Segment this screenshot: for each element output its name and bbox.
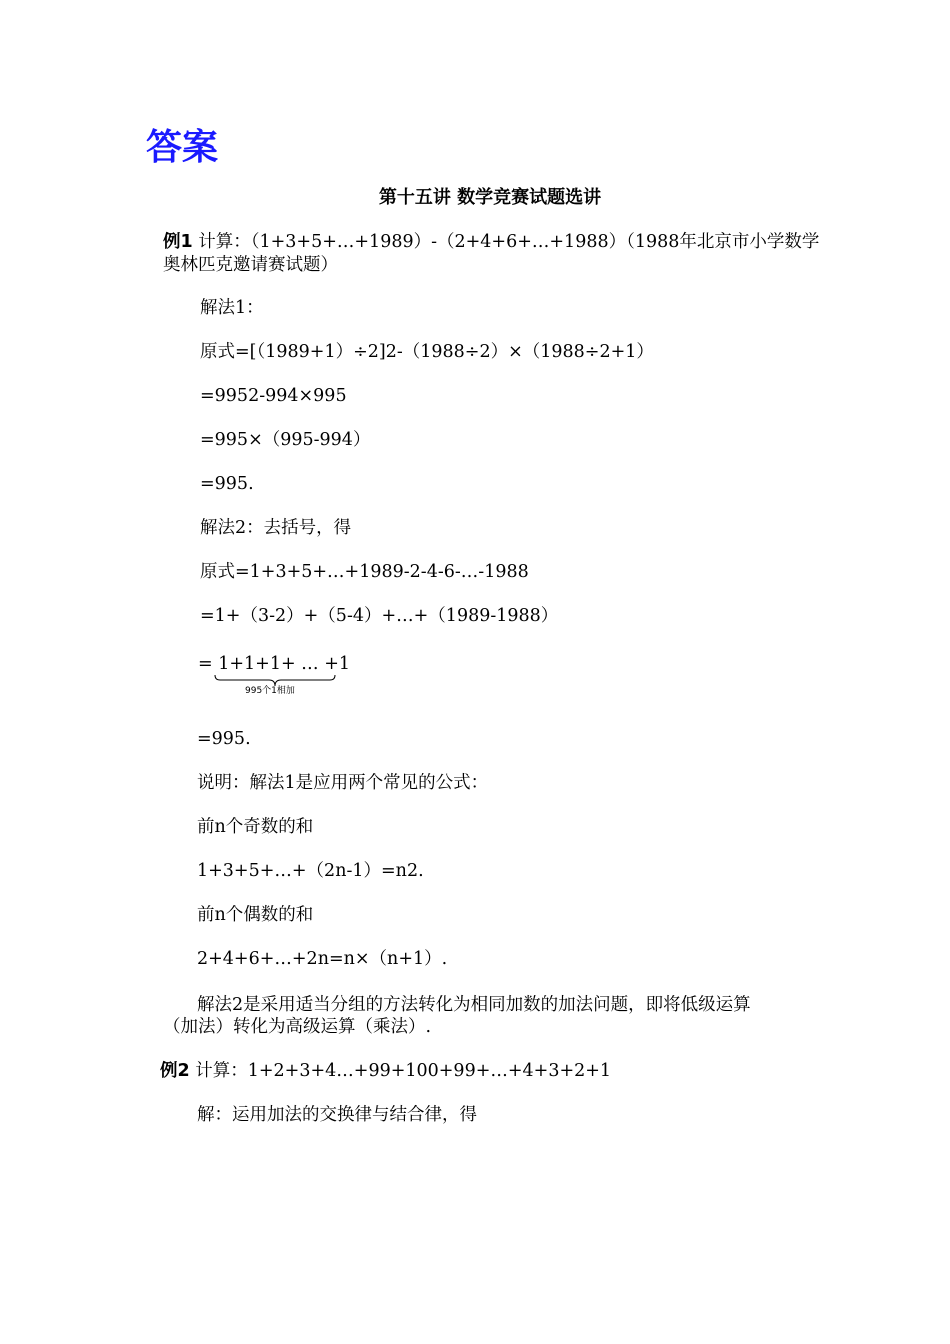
method2-title: 解法2：去括号，得 — [200, 518, 352, 538]
method2-step-2: =1+（3-2）+（5-4）+…+（1989-1988） — [200, 606, 559, 626]
method1-step-2: =9952-994×995 — [200, 386, 347, 406]
example2-problem-text: 计算：1+2+3+4…+99+100+99+…+4+3+2+1 — [189, 1061, 612, 1081]
method2-step-1: 原式=1+3+5+…+1989-2-4-6-…-1988 — [200, 562, 529, 582]
method1-step-3: =995×（995-994） — [200, 430, 371, 450]
lecture-title: 第十五讲 数学竞赛试题选讲 — [378, 187, 602, 208]
example2-label: 例2 — [160, 1061, 190, 1081]
even-sum-formula: 2+4+6+…+2n=n×（n+1）. — [197, 949, 448, 969]
example2-solution-intro: 解：运用加法的交换律与结合律，得 — [197, 1105, 477, 1125]
method1-step-4: =995. — [200, 474, 254, 494]
method2-result: =995. — [197, 729, 251, 749]
method1-step-1: 原式=[（1989+1）÷2]2-（1988÷2）×（1988÷2+1） — [200, 342, 654, 362]
explanation-intro: 说明：解法1是应用两个常见的公式： — [197, 773, 489, 793]
example1-problem-text: 计算：（1+3+5+…+1989）-（2+4+6+…+1988）（1988年北京市小学数学 — [192, 232, 820, 252]
method2-note-line1: 解法2是采用适当分组的方法转化为相同加数的加法问题，即将低级运算 — [197, 995, 751, 1015]
underbrace-equation — [198, 652, 398, 702]
underbrace-note: 995个1相加 — [245, 686, 295, 696]
answer-heading: 答案 — [146, 127, 219, 168]
example1-problem — [163, 230, 819, 254]
example1-problem-line2: 奥林匹克邀请赛试题） — [163, 255, 338, 275]
odd-sum-title: 前n个奇数的和 — [197, 817, 314, 837]
example2-problem — [160, 1059, 611, 1083]
example1-label: 例1 — [163, 232, 193, 252]
even-sum-title: 前n个偶数的和 — [197, 905, 314, 925]
odd-sum-formula: 1+3+5+…+（2n-1）=n2. — [197, 861, 424, 881]
method1-title: 解法1： — [200, 298, 264, 318]
underbrace-expression: = 1+1+1+ … +1 — [198, 654, 351, 674]
method2-note-line2: （加法）转化为高级运算（乘法）. — [163, 1017, 432, 1037]
